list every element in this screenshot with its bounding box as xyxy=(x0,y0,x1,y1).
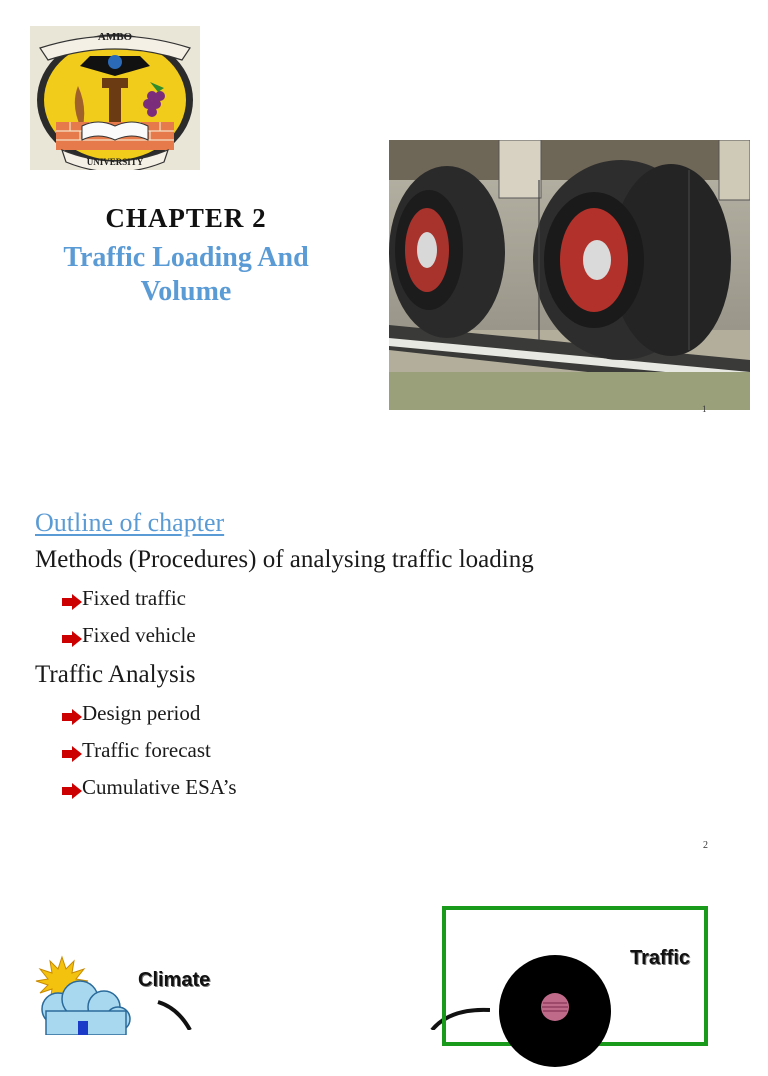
connector-line xyxy=(150,990,490,1030)
outline-item-label: Fixed vehicle xyxy=(82,623,196,647)
outline-item-label: Cumulative ESA’s xyxy=(82,775,237,799)
outline-section-title: Traffic Analysis xyxy=(35,661,196,688)
arrow-bullet-icon xyxy=(62,631,82,647)
outline-section-title: Methods (Procedures) of analysing traffic loading xyxy=(35,546,534,573)
outline-item-label: Traffic forecast xyxy=(82,738,211,762)
page-number: 1 xyxy=(702,404,707,414)
chapter-subtitle xyxy=(40,241,332,309)
logo-top-text: AMBO xyxy=(97,31,133,43)
chapter-subtitle-line-2: Volume xyxy=(140,276,232,307)
outline-item-label: Design period xyxy=(82,701,201,725)
climate-label: Climate xyxy=(138,969,211,991)
tire-icon xyxy=(495,951,615,1071)
chapter-subtitle-line-1: Traffic Loading And xyxy=(63,242,309,273)
outline-item xyxy=(62,738,211,763)
arrow-bullet-icon xyxy=(62,709,82,725)
truck-tires-photo xyxy=(389,140,750,410)
outline-item xyxy=(62,586,186,611)
outline-item xyxy=(62,701,200,726)
traffic-label: Traffic xyxy=(630,947,691,969)
ambo-university-logo xyxy=(30,26,200,170)
page-number: 2 xyxy=(703,840,708,851)
outline-item xyxy=(62,775,237,800)
outline-item-label: Fixed traffic xyxy=(82,586,186,610)
arrow-bullet-icon xyxy=(62,594,82,610)
sun-cloud-icon xyxy=(28,955,136,1035)
arrow-bullet-icon xyxy=(62,783,82,799)
outline-item xyxy=(62,623,196,648)
outline-heading: Outline of chapter xyxy=(35,508,225,537)
arrow-bullet-icon xyxy=(62,746,82,762)
chapter-title: CHAPTER 2 xyxy=(105,203,267,233)
logo-bottom-text: UNIVERSITY xyxy=(86,157,144,167)
